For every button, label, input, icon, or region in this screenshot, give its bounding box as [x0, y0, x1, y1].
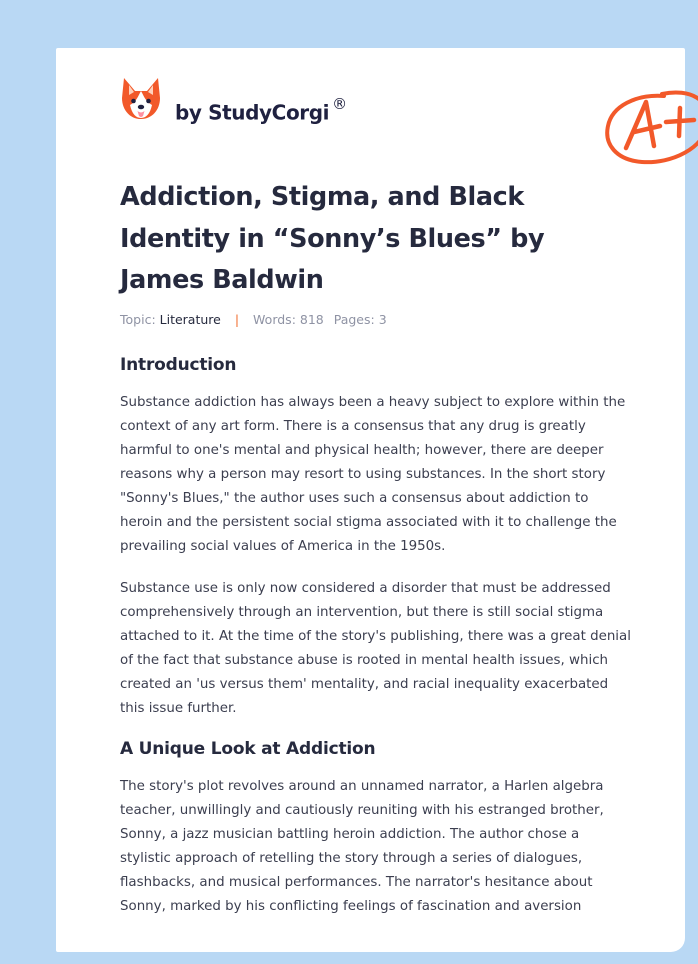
section-heading-unique-look: A Unique Look at Addiction [120, 739, 376, 759]
a-plus-grade-icon [602, 86, 698, 168]
section-heading-introduction: Introduction [120, 355, 237, 375]
article-meta [120, 312, 387, 327]
page-title: Addiction, Stigma, and Black Identity in “Sonny’s Blues” by James Baldwin [120, 182, 545, 295]
pages-label: Pages: [333, 312, 375, 327]
trademark-mark: ® [332, 95, 347, 113]
topic-label: Topic: [120, 312, 156, 327]
pages-count: 3 [378, 312, 387, 327]
header [120, 76, 660, 146]
corgi-logo-icon[interactable] [120, 76, 162, 122]
paragraph: Substance use is only now considered a disorder that must be addressed comprehensively through an intervention, but there is still social stigma attached to it. At the time of the story's publishing, there was a great denial of the fact that substance abuse is rooted in mental health issues, which created an 'us versus them' mentality, and racial inequality exacerbated this issue further. [120, 581, 631, 716]
paragraph: Substance addiction has always been a heavy subject to explore within the context of any art form. There is a consensus that any drug is greatly harmful to one's mental and physical health; however, there are deeper reasons why a person may resort to using substances. In the short story "Sonny's Blues," the author uses such a consensus about addiction to heroin and the persistent social stigma associated with it to challenge the prevailing social values of America in the 1950s. [120, 395, 626, 554]
words-label: Words: [253, 312, 296, 327]
brand-text: by StudyCorgi [175, 100, 330, 125]
words-count: 818 [299, 312, 324, 327]
paragraph: The story's plot revolves around an unnamed narrator, a Harlen algebra teacher, unwillingly and cautiously reuniting with his estranged brother, Sonny, a jazz musician battling heroin addiction. The author chose a stylistic approach of retelling the story through a series of dialogues, flashbacks, and musical performances. The narrator's hesitance about Sonny, marked by his conflicting feelings of fascination and aversion [120, 779, 604, 914]
meta-separator: | [234, 312, 240, 327]
topic-link[interactable]: Literature [159, 312, 221, 327]
document-page [56, 48, 685, 952]
brand-name[interactable] [175, 95, 347, 125]
